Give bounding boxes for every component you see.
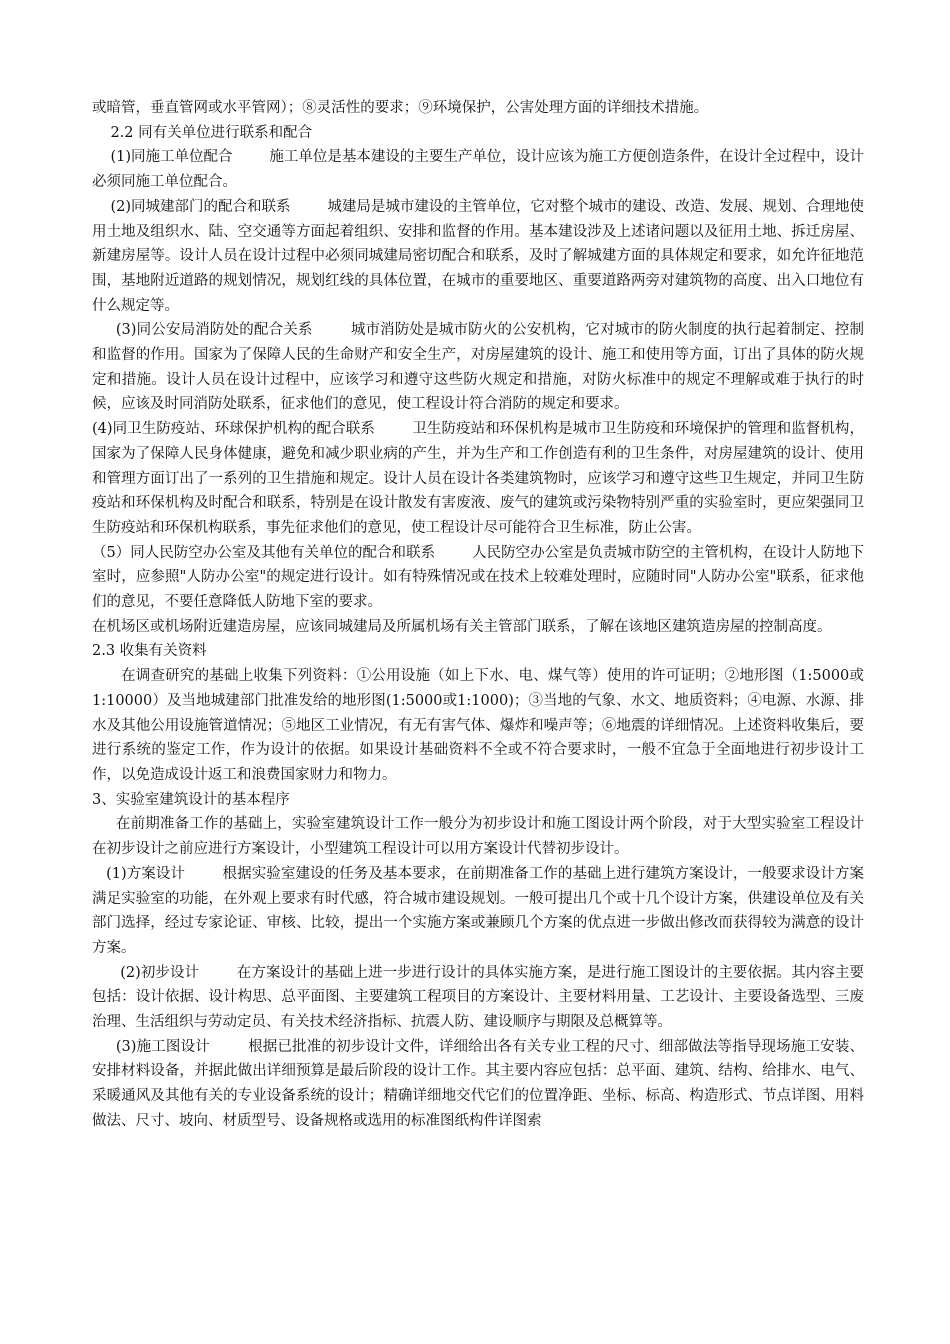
paragraph: 在调查研究的基础上收集下列资料：①公用设施（如上下水、电、煤气等）使用的许可证明；②地形图（1:5000或1:10000）及当地城建部门批准发给的地形图(1:5000或1:1000)；③当地的气象、水文、地质资料；④电源、水源、排水及其他公用设施管道情况；⑤地区工业情况，有无有害气体、爆炸和噪声等；⑥地震的详细情况。上述资料收集后，要进行系统的鉴定工作，作为设计的依据。如果设计基础资料不全或不符合要求时，一般不宜急于全面地进行初步设计工作，以免造成设计返工和浪费国家财力和物力。 <box>92 668 864 783</box>
paragraph: (4)同卫生防疫站、环球保护机构的配合联系 卫生防疫站和环保机构是城市卫生防疫和环境保护的管理和监督机构，国家为了保障人民身体健康，避免和减少职业病的产生，并为生产和工作创造有利的卫生条件，对房屋建筑的设计、使用和管理方面订出了一系列的卫生措施和规定。设计人员在设计各类建筑物时，应该学习和遵守这些卫生规定，并同卫生防疫站和环保机构及时配合和联系，特别是在设计散发有害废液、废气的建筑或污染物特别严重的实验室时，更应架强同卫生防疫站和环保机构联系，事先征求他们的意见，使工程设计尽可能符合卫生标准，防止公害。 <box>92 421 864 536</box>
document-body <box>92 96 864 1134</box>
paragraph: (2)同城建部门的配合和联系 城建局是城市建设的主管单位，它对整个城市的建设、改造、发展、规划、合理地使用土地及组织水、陆、空交通等方面起着组织、安排和监督的作用。基本建设涉及上述诸问题以及征用土地、拆迁房屋、新建房屋等。设计人员在设计过程中必须同城建局密切配合和联系，及时了解城建方面的具体规定和要求，如允许征地范围，基地附近道路的规划情况，规划红线的具体位置，在城市的重要地区、重要道路两旁对建筑物的高度、出入口地位有什么规定等。 <box>92 198 864 314</box>
paragraph: 或暗管，垂直管网或水平管网）；⑧灵活性的要求；⑨环境保护，公害处理方面的详细技术措施。 <box>92 100 709 116</box>
section-heading: 3、实验室建筑设计的基本程序 <box>92 791 290 808</box>
paragraph: （5）同人民防空办公室及其他有关单位的配合和联系 人民防空办公室是负责城市防空的主管机构，在设计人防地下室时，应参照"人防办公室"的规定进行设计。如有特殊情况或在技术上较难处理时，应随时同"人防办公室"联系，征求他们的意见，不要任意降低人防地下室的要求。 <box>92 544 864 611</box>
paragraph: (1)方案设计 根据实验室建设的任务及基本要求，在前期准备工作的基础上进行建筑方案设计，一般要求设计方案满足实验室的功能，在外观上要求有时代感，符合城市建设规划。一般可提出几个或十几个设计方案，供建设单位及有关部门选择，经过专家论证、审核、比较，提出一个实施方案或兼顾几个方案的优点进一步做出修改而获得较为满意的设计方案。 <box>92 865 864 956</box>
paragraph: (1)同施工单位配合 施工单位是基本建设的主要生产单位，设计应该为施工方便创造条件，在设计全过程中，设计必须同施工单位配合。 <box>92 149 864 191</box>
paragraph: (3)同公安局消防处的配合关系 城市消防处是城市防火的公安机构，它对城市的防火制度的执行起着制定、控制和监督的作用。国家为了保障人民的生命财产和安全生产，对房屋建筑的设计、施工和使用等方面，订出了具体的防火规定和措施。设计人员在设计过程中，应该学习和遵守这些防火规定和措施，对防火标准中的规定不理解或难于执行的时候，应该及时同消防处联系，征求他们的意见，使工程设计符合消防的规定和要求。 <box>92 322 864 413</box>
paragraph: 在前期准备工作的基础上，实验室建筑设计工作一般分为初步设计和施工图设计两个阶段，对于大型实验室工程设计在初步设计之前应进行方案设计，小型建筑工程设计可以用方案设计代替初步设计。 <box>92 816 864 858</box>
paragraph: (2)初步设计 在方案设计的基础上进一步进行设计的具体实施方案，是进行施工图设计的主要依据。其内容主要包括：设计依据、设计构思、总平面图、主要建筑工程项目的方案设计、主要材料用量、工艺设计、主要设备选型、三废治理、生活组织与劳动定员、有关技术经济指标、抗震人防、建设顺序与期限及总概算等。 <box>92 964 864 1031</box>
paragraph: 在机场区或机场附近建造房屋，应该同城建局及所属机场有关主管部门联系，了解在该地区建筑造房屋的控制高度。 <box>92 618 832 635</box>
section-heading: 2.3 收集有关资料 <box>92 643 207 660</box>
paragraph: (3)施工图设计 根据已批准的初步设计文件，详细给出各有关专业工程的尺寸、细部做法等指导现场施工安装、安排材料设备，并据此做出详细预算是最后阶段的设计工作。其主要内容应包括：总平面、建筑、结构、给排水、电气、采暖通风及其他有关的专业设备系统的设计；精确详细地交代它们的位置净距、坐标、标高、构造形式、节点详图、用料做法、尺寸、坡向、材质型号、设备规格或选用的标准图纸构件详图索 <box>92 1038 864 1129</box>
section-heading: 2.2 同有关单位进行联系和配合 <box>92 124 313 141</box>
